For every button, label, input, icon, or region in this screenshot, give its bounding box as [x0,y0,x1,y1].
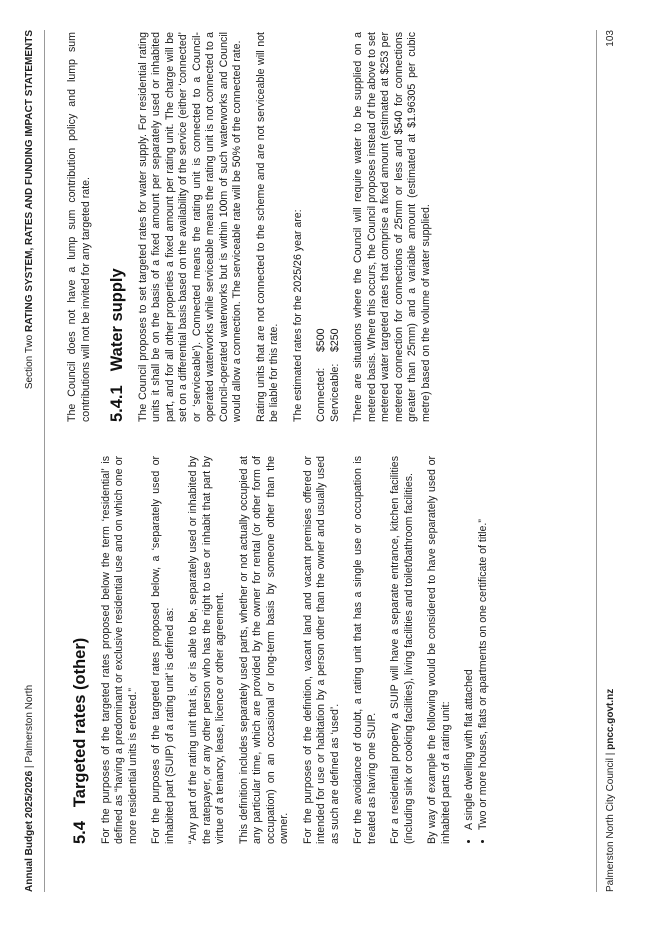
footer-divider [596,30,597,892]
footer-separator: | [605,749,616,756]
subsection-heading [108,32,126,422]
rate-row [329,328,343,422]
page-header-right [24,30,35,389]
section-heading [71,456,89,844]
right-column [66,32,443,422]
rates-table [315,328,342,422]
subsection-number: 5.4.1 [108,385,126,422]
paragraph: The estimated rates for the 2025/26 year are: [291,209,304,422]
bullet-list [463,456,490,844]
left-column [66,456,490,844]
page-footer-left [605,689,616,892]
doc-place: Palmerston North [24,684,35,763]
header-separator: | [24,762,35,769]
doc-title: Annual Budget 2025/2026 [24,770,35,892]
list-item: • Two or more houses, flats or apartments on one certificate of title.” [477,456,491,830]
page-header-left [24,685,35,892]
list-item: • A single dwelling with flat attached [463,456,477,830]
section-heading-text: Targeted rates (other) [71,637,89,808]
rate-row [315,328,329,422]
section-number: 5.4 [71,821,89,844]
subsection-heading-text: Water supply [108,268,126,372]
paragraph: There are situations where the Council will require water to be supplied on a metered basis. Where this occurs, the Council proposes instead of the above to set metered water targeted rates that comprise a fixed amount (estimated at $253 per metered connection for connections of 25mm or less and $540 for connections greater than 25mm) and a variable amount (estimated at $1.96305 per cubic metre) based on the volume of water supplied. [352,32,432,422]
paragraph: For a residential property a SUIP will have a separate entrance, kitchen facilities (including sink or cooking facilities), living facilities and toilet/bathroom facilities. [389,456,415,844]
paragraph: This definition includes separately used parts, whether or not actually occupied at any particular time, which are provided by the owner for rental (or other form of occupation) on an occasional or long-term basis by someone other than the owner. [237,456,290,844]
paragraph: The Council proposes to set targeted rates for water supply. For residential rating units it shall be on the basis of a fixed amount per separately used or inhabited part, and for all other properties a fixed amount per rating unit. The charge will be set on a differential basis based on the availability of the service (either ‘connected’ or ‘serviceable’). Connected means the rating unit is connected to a Council-operated waterworks while serviceable means the rating unit is not connected to a Council-operated waterworks but is within 100m of such waterworks and Council would allow a connection. The serviceable rate will be 50% of the connected rate. [136,32,243,422]
paragraph: The Council does not have a lump sum contribution policy and lump sum contributions will not be invited for any targeted rate. [66,32,92,422]
paragraph: Rating units that are not connected to the scheme and are not serviceable will not be liable for this rate. [254,32,280,422]
rate-label: Serviceable: [328,363,341,422]
footer-website: pncc.govt.nz [605,688,616,750]
paragraph: By way of example the following would be considered to have separately used or inhabited parts of a rating unit: [426,456,452,844]
paragraph: “Any part of the rating unit that is, or is able to be, separately used or inhabited by the ratepayer, or any other person who has the right to use or inhabit that part by virtue of a tenancy, lease, licence or other agreement. [187,456,226,844]
page-number: 103 [605,30,616,47]
footer-org: Palmerston North City Council [605,758,616,892]
section-title: RATING SYSTEM, RATES AND FUNDING IMPACT STATEMENTS [24,30,35,333]
paragraph: For the purposes of the targeted rates proposed below the term ‘residential’ is defined as “having a predominant or exclusive residential use and on which one or more residential units is erected.” [99,456,139,844]
section-prefix: Section Two [24,334,35,390]
rate-value: $500 [315,328,327,352]
rate-value: $250 [328,328,341,352]
header-divider [44,30,45,892]
paragraph: For the avoidance of doubt, a rating unit that has a single use or occupation is treated as having one SUIP. [352,456,378,844]
paragraph: For the purposes of the definition, vacant land and vacant premises offered or intended for use or habitation by a person other than the owner and usually used as such are defined as ‘used’. [301,456,341,844]
paragraph: For the purposes of the targeted rates proposed below, a ‘separately used or inhabited part (SUIP) of a rating unit’ is defined as: [150,456,176,844]
rate-label: Connected: [315,367,327,422]
